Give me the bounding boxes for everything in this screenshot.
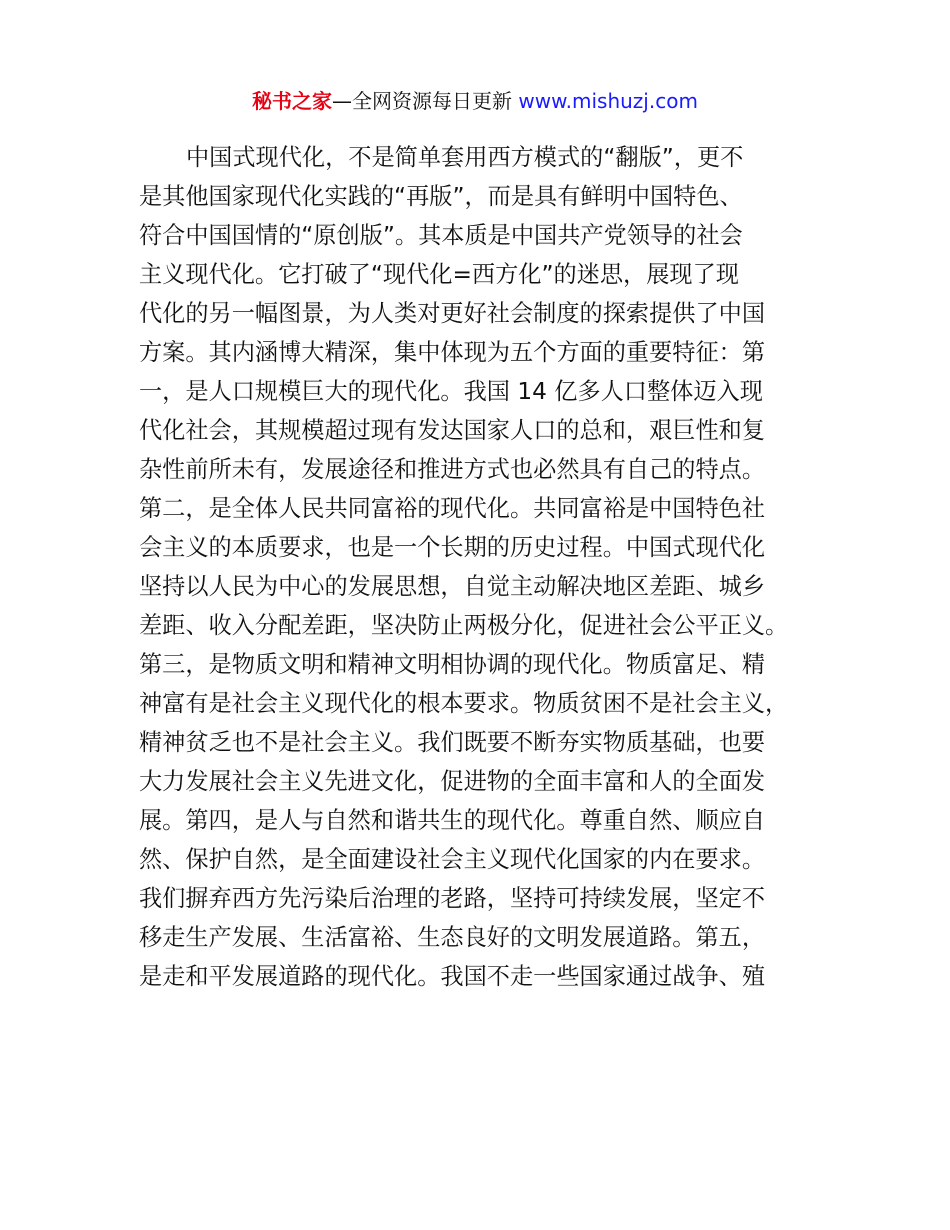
text-line: 展。第四，是人与自然和谐共生的现代化。尊重自然、顺应自 [139,807,766,834]
text-line: 是走和平发展道路的现代化。我国不走一些国家通过战争、殖 [139,963,766,990]
text-line: 代化的另一幅图景，为人类对更好社会制度的探索提供了中国 [139,300,766,327]
text-line: 是其他国家现代化实践的“再版”，而是具有鲜明中国特色、 [139,183,743,210]
text-line: 然、保护自然，是全面建设社会主义现代化国家的内在要求。 [139,846,766,873]
text-line: 一，是人口规模巨大的现代化。我国 14 亿多人口整体迈入现 [139,378,763,405]
text-line: 差距、收入分配差距，坚决防止两极分化，促进社会公平正义。 [139,612,789,639]
text-line: 杂性前所未有，发展途径和推进方式也必然具有自己的特点。 [139,456,766,483]
brand-name: 秘书之家 [252,89,333,113]
text-line: 坚持以人民为中心的发展思想，自觉主动解决地区差距、城乡 [139,573,766,600]
header-tagline: —全网资源每日更新 [332,89,519,113]
text-line: 会主义的本质要求，也是一个长期的历史过程。中国式现代化 [139,534,766,561]
text-line: 中国式现代化，不是简单套用西方模式的“翻版”，更不 [186,144,744,171]
text-line: 大力发展社会主义先进文化，促进物的全面丰富和人的全面发 [139,768,766,795]
text-line: 我们摒弃西方先污染后治理的老路，坚持可持续发展，坚定不 [139,885,766,912]
text-line: 精神贫乏也不是社会主义。我们既要不断夯实物质基础，也要 [139,729,766,756]
text-line: 移走生产发展、生活富裕、生态良好的文明发展道路。第五， [139,924,766,951]
text-line: 神富有是社会主义现代化的根本要求。物质贫困不是社会主义， [139,690,789,717]
text-line: 第二，是全体人民共同富裕的现代化。共同富裕是中国特色社 [139,495,766,522]
text-line: 第三，是物质文明和精神文明相协调的现代化。物质富足、精 [139,651,766,678]
text-line: 方案。其内涵博大精深，集中体现为五个方面的重要特征：第 [139,339,766,366]
text-line: 代化社会，其规模超过现有发达国家人口的总和，艰巨性和复 [139,417,766,444]
site-url-link[interactable]: www.mishuzj.com [518,89,698,113]
page-header [0,86,950,116]
text-line: 符合中国国情的“原创版”。其本质是中国共产党领导的社会 [139,222,743,249]
text-line: 主义现代化。它打破了“现代化=西方化”的迷思，展现了现 [139,261,739,288]
document-body [139,138,829,996]
